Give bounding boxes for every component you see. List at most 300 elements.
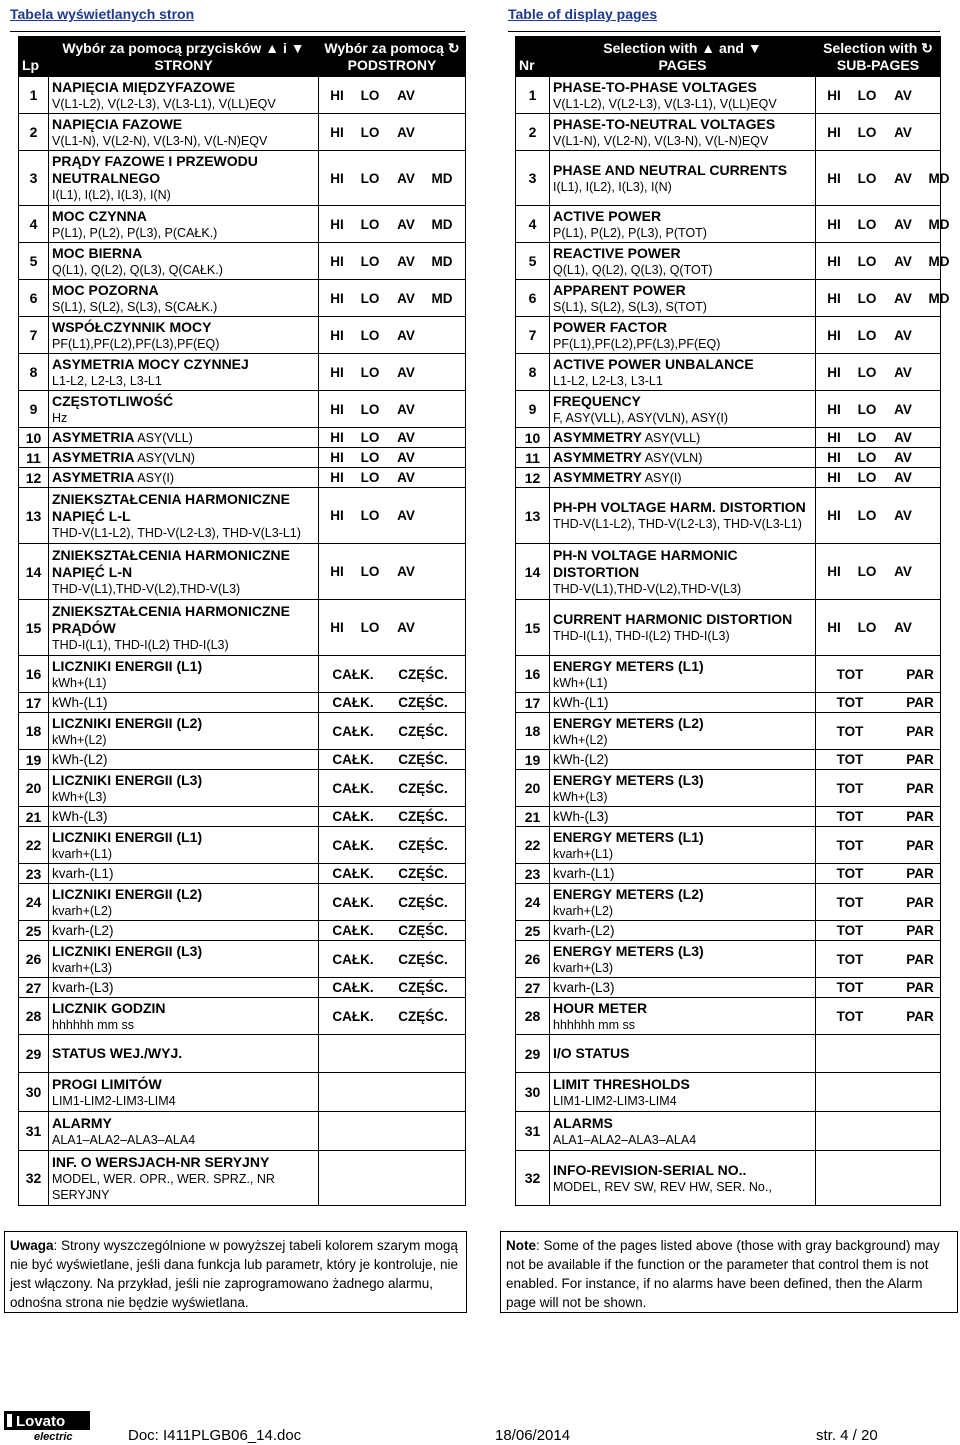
- table-row: [19, 354, 466, 391]
- row-number: 26: [516, 941, 550, 978]
- page-description: [550, 114, 816, 151]
- subpage-option: AV: [397, 508, 415, 523]
- subpage-option: AV: [894, 450, 912, 465]
- subpage-options: [319, 151, 466, 206]
- page-description: [550, 750, 816, 770]
- subpage-option: AV: [894, 620, 912, 635]
- page-sub-label: PF(L1),PF(L2),PF(L3),PF(EQ): [52, 336, 220, 351]
- table-row: [19, 807, 466, 827]
- page-main-label: WSPÓŁCZYNNIK MOCY: [52, 318, 212, 335]
- subpage-option: PAR: [906, 752, 934, 767]
- page-sub-label: kvarh+(L1): [52, 846, 113, 861]
- subpage-option: CZĘŚC.: [398, 923, 448, 938]
- subpage-option: TOT: [836, 980, 864, 995]
- page-main-label: PH-N VOLTAGE HARMONIC DISTORTION: [553, 546, 738, 580]
- subpage-option: CZĘŚC.: [398, 809, 448, 824]
- table-row: [516, 827, 941, 864]
- page-description: [49, 448, 319, 468]
- page-sub-label: V(L1-N), V(L2-N), V(L3-N), V(L-N)EQV: [553, 133, 769, 148]
- subpage-options: [816, 1112, 941, 1151]
- page-description: [550, 941, 816, 978]
- subpage-options: [319, 656, 466, 693]
- subpage-options: [816, 978, 941, 998]
- subpage-option: AV: [397, 450, 415, 465]
- subpage-option: LO: [857, 564, 877, 579]
- subpage-option: TOT: [836, 809, 864, 824]
- page-description: [550, 827, 816, 864]
- table-row: [516, 884, 941, 921]
- row-number: 19: [19, 750, 49, 770]
- row-number: 8: [19, 354, 49, 391]
- row-number: 4: [516, 206, 550, 243]
- page-main-label: ENERGY METERS (L3): [553, 771, 704, 788]
- page-sub-label: THD-V(L1),THD-V(L2),THD-V(L3): [553, 581, 742, 596]
- page-description: [550, 921, 816, 941]
- subpage-option: CZĘŚC.: [398, 837, 448, 853]
- table-row: [19, 998, 466, 1035]
- subpage-options: [816, 827, 941, 864]
- page-sub-label: S(L1), S(L2), S(L3), S(TOT): [553, 299, 707, 314]
- row-number: 9: [19, 391, 49, 428]
- page-description: [550, 280, 816, 317]
- subpage-option: MD: [431, 170, 453, 186]
- subpage-option: HI: [330, 401, 344, 417]
- page-main-label: LICZNIKI ENERGII (L2): [52, 885, 203, 902]
- subpage-options: [319, 807, 466, 827]
- table-row: [19, 600, 466, 656]
- subpage-option: TOT: [836, 666, 864, 682]
- header-col1: Wybór za pomocą przycisków ▲ i ▼ STRONY: [49, 37, 319, 77]
- subpage-option: HI: [827, 430, 841, 445]
- subpage-option: LO: [360, 401, 380, 417]
- page-description: [49, 1151, 319, 1206]
- table-row: [19, 151, 466, 206]
- page-sub-label: F, ASY(VLL), ASY(VLN), ASY(I): [553, 410, 729, 425]
- subpage-options: [816, 280, 950, 317]
- subpage-options: [816, 600, 941, 656]
- row-number: 7: [516, 317, 550, 354]
- subpage-option: AV: [894, 290, 912, 306]
- row-number: 31: [516, 1112, 550, 1151]
- page-sub-label: LIM1-LIM2-LIM3-LIM4: [52, 1093, 176, 1108]
- page-description: [550, 1112, 816, 1151]
- row-number: 25: [19, 921, 49, 941]
- subpage-options: [319, 243, 466, 280]
- page-sub-label: ALA1–ALA2–ALA3–ALA4: [52, 1132, 196, 1147]
- subpage-option: LO: [857, 430, 877, 445]
- page-sub-label: kWh+(L2): [52, 732, 107, 747]
- subpage-option: LO: [360, 450, 380, 465]
- en-note-text: : Some of the pages listed above (those with gray background) may not be available if the function or the parameter that control them is not enabled. For instance, if no alarms have been defined, then the Alarm page will not be shown.: [506, 1238, 940, 1310]
- subpage-option: AV: [397, 430, 415, 445]
- subpage-option: AV: [894, 170, 912, 186]
- subpage-option: HI: [827, 564, 841, 579]
- row-number: 23: [19, 864, 49, 884]
- subpage-options: [816, 807, 941, 827]
- table-row: [516, 317, 941, 354]
- page-main-suffix: ASY(I): [134, 471, 175, 485]
- page-main-label: ASYMMETRY: [553, 469, 642, 485]
- table-row: [19, 280, 466, 317]
- table-row: [19, 713, 466, 750]
- subpage-option: HI: [330, 508, 344, 523]
- table-row: [516, 693, 941, 713]
- subpage-option: CAŁK.: [332, 1008, 374, 1024]
- page-description: [550, 544, 816, 600]
- subpage-option: LO: [360, 87, 380, 103]
- subpage-options: [319, 941, 466, 978]
- row-number: 17: [516, 693, 550, 713]
- table-row: [19, 428, 466, 448]
- subpage-options: [319, 391, 466, 428]
- row-number: 13: [516, 488, 550, 544]
- page-sub-label: V(L1-N), V(L2-N), V(L3-N), V(L-N)EQV: [52, 133, 268, 148]
- page-sub-label: P(L1), P(L2), P(L3), P(TOT): [553, 225, 707, 240]
- subpage-option: HI: [330, 124, 344, 140]
- table-row: [19, 884, 466, 921]
- table-row: [19, 750, 466, 770]
- page-main-label: CZĘSTOTLIWOŚĆ: [52, 392, 174, 409]
- row-number: 22: [516, 827, 550, 864]
- subpage-options: [319, 354, 466, 391]
- row-number: 2: [516, 114, 550, 151]
- page-main-label: CURRENT HARMONIC DISTORTION: [553, 611, 793, 627]
- subpage-option: TOT: [836, 752, 864, 767]
- page-description: [49, 693, 319, 713]
- page-description: [49, 488, 319, 544]
- page-description: [49, 280, 319, 317]
- subpage-option: AV: [894, 364, 912, 380]
- row-number: 21: [516, 807, 550, 827]
- page-main-label: ASYMETRIA MOCY CZYNNEJ: [52, 355, 249, 372]
- page-main-suffix: ASY(I): [641, 471, 682, 485]
- subpage-option: TOT: [836, 1008, 864, 1024]
- subpage-option: MD: [431, 253, 453, 269]
- row-number: 6: [19, 280, 49, 317]
- page-sub-label: kvarh-(L2): [553, 922, 615, 938]
- subpage-options: [816, 391, 941, 428]
- subpage-option: LO: [360, 327, 380, 343]
- subpage-option: HI: [827, 620, 841, 635]
- subpage-option: PAR: [906, 695, 934, 710]
- table-row: [516, 468, 941, 488]
- subpage-option: CZĘŚC.: [398, 780, 448, 796]
- page-description: [550, 77, 816, 114]
- row-number: 25: [516, 921, 550, 941]
- page-description: [550, 807, 816, 827]
- table-row: [516, 243, 941, 280]
- subpage-option: HI: [330, 216, 344, 232]
- subpage-option: TOT: [836, 780, 864, 796]
- subpage-option: LO: [857, 450, 877, 465]
- row-number: 11: [516, 448, 550, 468]
- subpage-option: LO: [360, 124, 380, 140]
- page-main-label: ASYMETRIA: [52, 469, 135, 485]
- subpage-option: PAR: [906, 894, 934, 910]
- subpage-options: [816, 243, 950, 280]
- subpage-options: [816, 770, 941, 807]
- page-sub-label: kvarh-(L3): [553, 979, 615, 995]
- page-sub-label: kWh-(L2): [553, 751, 609, 767]
- subpage-option: LO: [857, 364, 877, 380]
- row-number: 18: [19, 713, 49, 750]
- subpage-options: [319, 428, 466, 448]
- page-description: [550, 884, 816, 921]
- subpage-options: [319, 77, 466, 114]
- row-number: 31: [19, 1112, 49, 1151]
- subpage-option: MD: [431, 216, 453, 232]
- page-sub-label: THD-I(L1), THD-I(L2) THD-I(L3): [553, 629, 730, 643]
- page-main-label: LICZNIKI ENERGII (L3): [52, 942, 203, 959]
- subpage-option: LO: [360, 564, 380, 579]
- subpage-option: HI: [827, 290, 841, 306]
- page-sub-label: Hz: [52, 410, 68, 425]
- row-number: 32: [19, 1151, 49, 1206]
- table-row: [19, 1073, 466, 1112]
- footer-date: 18/06/2014: [495, 1427, 571, 1444]
- table-row: [19, 114, 466, 151]
- page-main-label: ACTIVE POWER UNBALANCE: [553, 355, 754, 372]
- subpage-option: AV: [397, 124, 415, 140]
- row-number: 14: [19, 544, 49, 600]
- page-description: [49, 1035, 319, 1073]
- row-number: 1: [516, 77, 550, 114]
- row-number: 29: [19, 1035, 49, 1073]
- subpage-option: PAR: [906, 666, 934, 682]
- subpage-option: CAŁK.: [332, 837, 374, 853]
- subpage-options: [319, 206, 466, 243]
- page-main-label: ENERGY METERS (L1): [553, 828, 704, 845]
- subpage-option: AV: [894, 508, 912, 523]
- page-description: [49, 600, 319, 656]
- row-number: 3: [19, 151, 49, 206]
- page-description: [49, 114, 319, 151]
- row-number: 20: [19, 770, 49, 807]
- subpage-option: CAŁK.: [332, 866, 374, 881]
- page-main-label: HOUR METER: [553, 999, 648, 1016]
- page-sub-label: THD-V(L1),THD-V(L2),THD-V(L3): [52, 581, 241, 596]
- table-row: [516, 280, 941, 317]
- subpage-option: CAŁK.: [332, 809, 374, 824]
- page-description: [550, 151, 816, 206]
- subpage-option: HI: [827, 327, 841, 343]
- row-number: 1: [19, 77, 49, 114]
- row-number: 13: [19, 488, 49, 544]
- subpage-option: AV: [894, 470, 912, 485]
- subpage-options: [319, 770, 466, 807]
- subpage-option: HI: [827, 450, 841, 465]
- subpage-options: [816, 488, 941, 544]
- table-row: [19, 770, 466, 807]
- page-main-label: STATUS WEJ./WYJ.: [52, 1045, 183, 1061]
- subpage-option: PAR: [906, 951, 934, 967]
- page-main-label: FREQUENCY: [553, 392, 641, 409]
- subpage-option: LO: [857, 290, 877, 306]
- page-description: [49, 807, 319, 827]
- page-main-label: INF. O WERSJACH-NR SERYJNY: [52, 1153, 270, 1170]
- pl-note-label: Uwaga: [10, 1238, 54, 1253]
- en-note: [500, 1231, 958, 1313]
- row-number: 4: [19, 206, 49, 243]
- table-row: [516, 114, 941, 151]
- row-number: 16: [516, 656, 550, 693]
- page-sub-label: THD-V(L1-L2), THD-V(L2-L3), THD-V(L3-L1): [553, 517, 802, 531]
- page-description: [49, 151, 319, 206]
- subpage-option: LO: [360, 508, 380, 523]
- subpage-options: [319, 488, 466, 544]
- page-main-label: LICZNIKI ENERGII (L1): [52, 828, 203, 845]
- subpage-option: LO: [857, 470, 877, 485]
- page-main-label: NAPIĘCIA MIĘDZYFAZOWE: [52, 78, 236, 95]
- page-main-label: ASYMETRIA: [52, 449, 135, 465]
- subpage-option: LO: [857, 216, 877, 232]
- subpage-option: LO: [857, 124, 877, 140]
- page-sub-label: kvarh+(L1): [553, 846, 614, 861]
- subpage-options: [816, 864, 941, 884]
- page-sub-label: kvarh-(L3): [52, 979, 114, 995]
- subpage-option: CAŁK.: [332, 894, 374, 910]
- page-main-label: PHASE-TO-NEUTRAL VOLTAGES: [553, 115, 776, 132]
- subpage-option: LO: [360, 364, 380, 380]
- page-sub-label: L1-L2, L2-L3, L3-L1: [553, 373, 663, 388]
- subpage-options: [816, 713, 941, 750]
- header-col2: Wybór za pomocą ↻ PODSTRONY: [319, 37, 466, 77]
- en-title-rule: [508, 31, 940, 32]
- header-lp: Lp: [19, 37, 49, 77]
- subpage-option: HI: [330, 564, 344, 579]
- subpage-option: HI: [827, 364, 841, 380]
- row-number: 30: [516, 1073, 550, 1112]
- page-sub-label: hhhhhh mm ss: [553, 1017, 635, 1032]
- page-main-label: PHASE-TO-PHASE VOLTAGES: [553, 78, 757, 95]
- page-main-label: ENERGY METERS (L3): [553, 942, 704, 959]
- page-description: [550, 391, 816, 428]
- row-number: 8: [516, 354, 550, 391]
- subpage-option: MD: [928, 290, 950, 306]
- page-description: [550, 600, 816, 656]
- subpage-option: HI: [330, 470, 344, 485]
- page-sub-label: Q(L1), Q(L2), Q(L3), Q(TOT): [553, 262, 713, 277]
- subpage-option: TOT: [836, 837, 864, 853]
- page-sub-label: MODEL, REV SW, REV HW, SER. No.,: [553, 1179, 772, 1194]
- subpage-option: PAR: [906, 809, 934, 824]
- subpage-option: HI: [330, 327, 344, 343]
- subpage-options: [816, 428, 941, 448]
- subpage-options: [816, 468, 941, 488]
- table-row: [19, 544, 466, 600]
- page-sub-label: kWh+(L1): [553, 675, 608, 690]
- page-description: [49, 827, 319, 864]
- page-description: [49, 941, 319, 978]
- subpage-options: [319, 921, 466, 941]
- table-row: [516, 921, 941, 941]
- page-description: [550, 978, 816, 998]
- page-main-label: ALARMS: [553, 1114, 613, 1131]
- table-row: [19, 317, 466, 354]
- subpage-option: PAR: [906, 980, 934, 995]
- row-number: 10: [19, 428, 49, 448]
- page-main-label: ENERGY METERS (L2): [553, 714, 704, 731]
- table-row: [516, 1151, 941, 1206]
- subpage-option: HI: [827, 216, 841, 232]
- subpage-option: CAŁK.: [332, 980, 374, 995]
- page-main-label: ZNIEKSZTAŁCENIA HARMONICZNE PRĄDÓW: [52, 602, 290, 636]
- page-sub-label: Q(L1), Q(L2), Q(L3), Q(CAŁK.): [52, 262, 223, 277]
- subpage-option: PAR: [906, 923, 934, 938]
- row-number: 5: [516, 243, 550, 280]
- subpage-option: AV: [397, 170, 415, 186]
- row-number: 27: [516, 978, 550, 998]
- subpage-option: HI: [330, 253, 344, 269]
- subpage-options: [319, 1073, 466, 1112]
- table-row: [516, 750, 941, 770]
- table-row: [516, 354, 941, 391]
- subpage-option: HI: [827, 124, 841, 140]
- table-row: [516, 713, 941, 750]
- page-description: [550, 317, 816, 354]
- page-description: [49, 1073, 319, 1112]
- page-sub-label: kvarh-(L2): [52, 922, 114, 938]
- page-description: [550, 864, 816, 884]
- subpage-options: [319, 884, 466, 921]
- page-description: [49, 921, 319, 941]
- subpage-options: [319, 1035, 466, 1073]
- subpage-option: LO: [857, 401, 877, 417]
- page-main-label: PHASE AND NEUTRAL CURRENTS: [553, 161, 788, 178]
- page-description: [49, 884, 319, 921]
- page-description: [49, 544, 319, 600]
- subpage-option: AV: [894, 327, 912, 343]
- page-main-label: I/O STATUS: [553, 1045, 630, 1061]
- en-title: Table of display pages: [508, 6, 658, 22]
- page-main-label: LICZNIKI ENERGII (L2): [52, 714, 203, 731]
- subpage-options: [319, 827, 466, 864]
- page-main-label: POWER FACTOR: [553, 318, 668, 335]
- table-row: [516, 941, 941, 978]
- table-row: [516, 600, 941, 656]
- subpage-option: AV: [397, 401, 415, 417]
- page-main-label: REACTIVE POWER: [553, 244, 681, 261]
- subpage-option: HI: [330, 620, 344, 635]
- row-number: 6: [516, 280, 550, 317]
- page-description: [550, 1073, 816, 1112]
- page-sub-label: S(L1), S(L2), S(L3), S(CAŁK.): [52, 299, 218, 314]
- page-main-label: APPARENT POWER: [553, 281, 686, 298]
- row-number: 15: [516, 600, 550, 656]
- table-row: [516, 544, 941, 600]
- page-description: [49, 864, 319, 884]
- subpage-option: MD: [431, 290, 453, 306]
- subpage-options: [816, 1035, 941, 1073]
- table-row: [516, 151, 941, 206]
- page-description: [550, 206, 816, 243]
- subpage-options: [816, 77, 941, 114]
- page-sub-label: kvarh+(L2): [553, 903, 614, 918]
- subpage-option: AV: [397, 327, 415, 343]
- table-row: [516, 864, 941, 884]
- subpage-options: [816, 750, 941, 770]
- page-main-label: MOC POZORNA: [52, 281, 159, 298]
- subpage-option: HI: [330, 364, 344, 380]
- subpage-options: [816, 354, 941, 391]
- page-main-suffix: ASY(VLL): [641, 431, 701, 445]
- page-sub-label: P(L1), P(L2), P(L3), P(CAŁK.): [52, 225, 218, 240]
- row-number: 5: [19, 243, 49, 280]
- page-main-suffix: ASY(VLN): [134, 451, 195, 465]
- page-main-label: LICZNIKI ENERGII (L3): [52, 771, 203, 788]
- subpage-option: AV: [894, 430, 912, 445]
- table-row: [19, 77, 466, 114]
